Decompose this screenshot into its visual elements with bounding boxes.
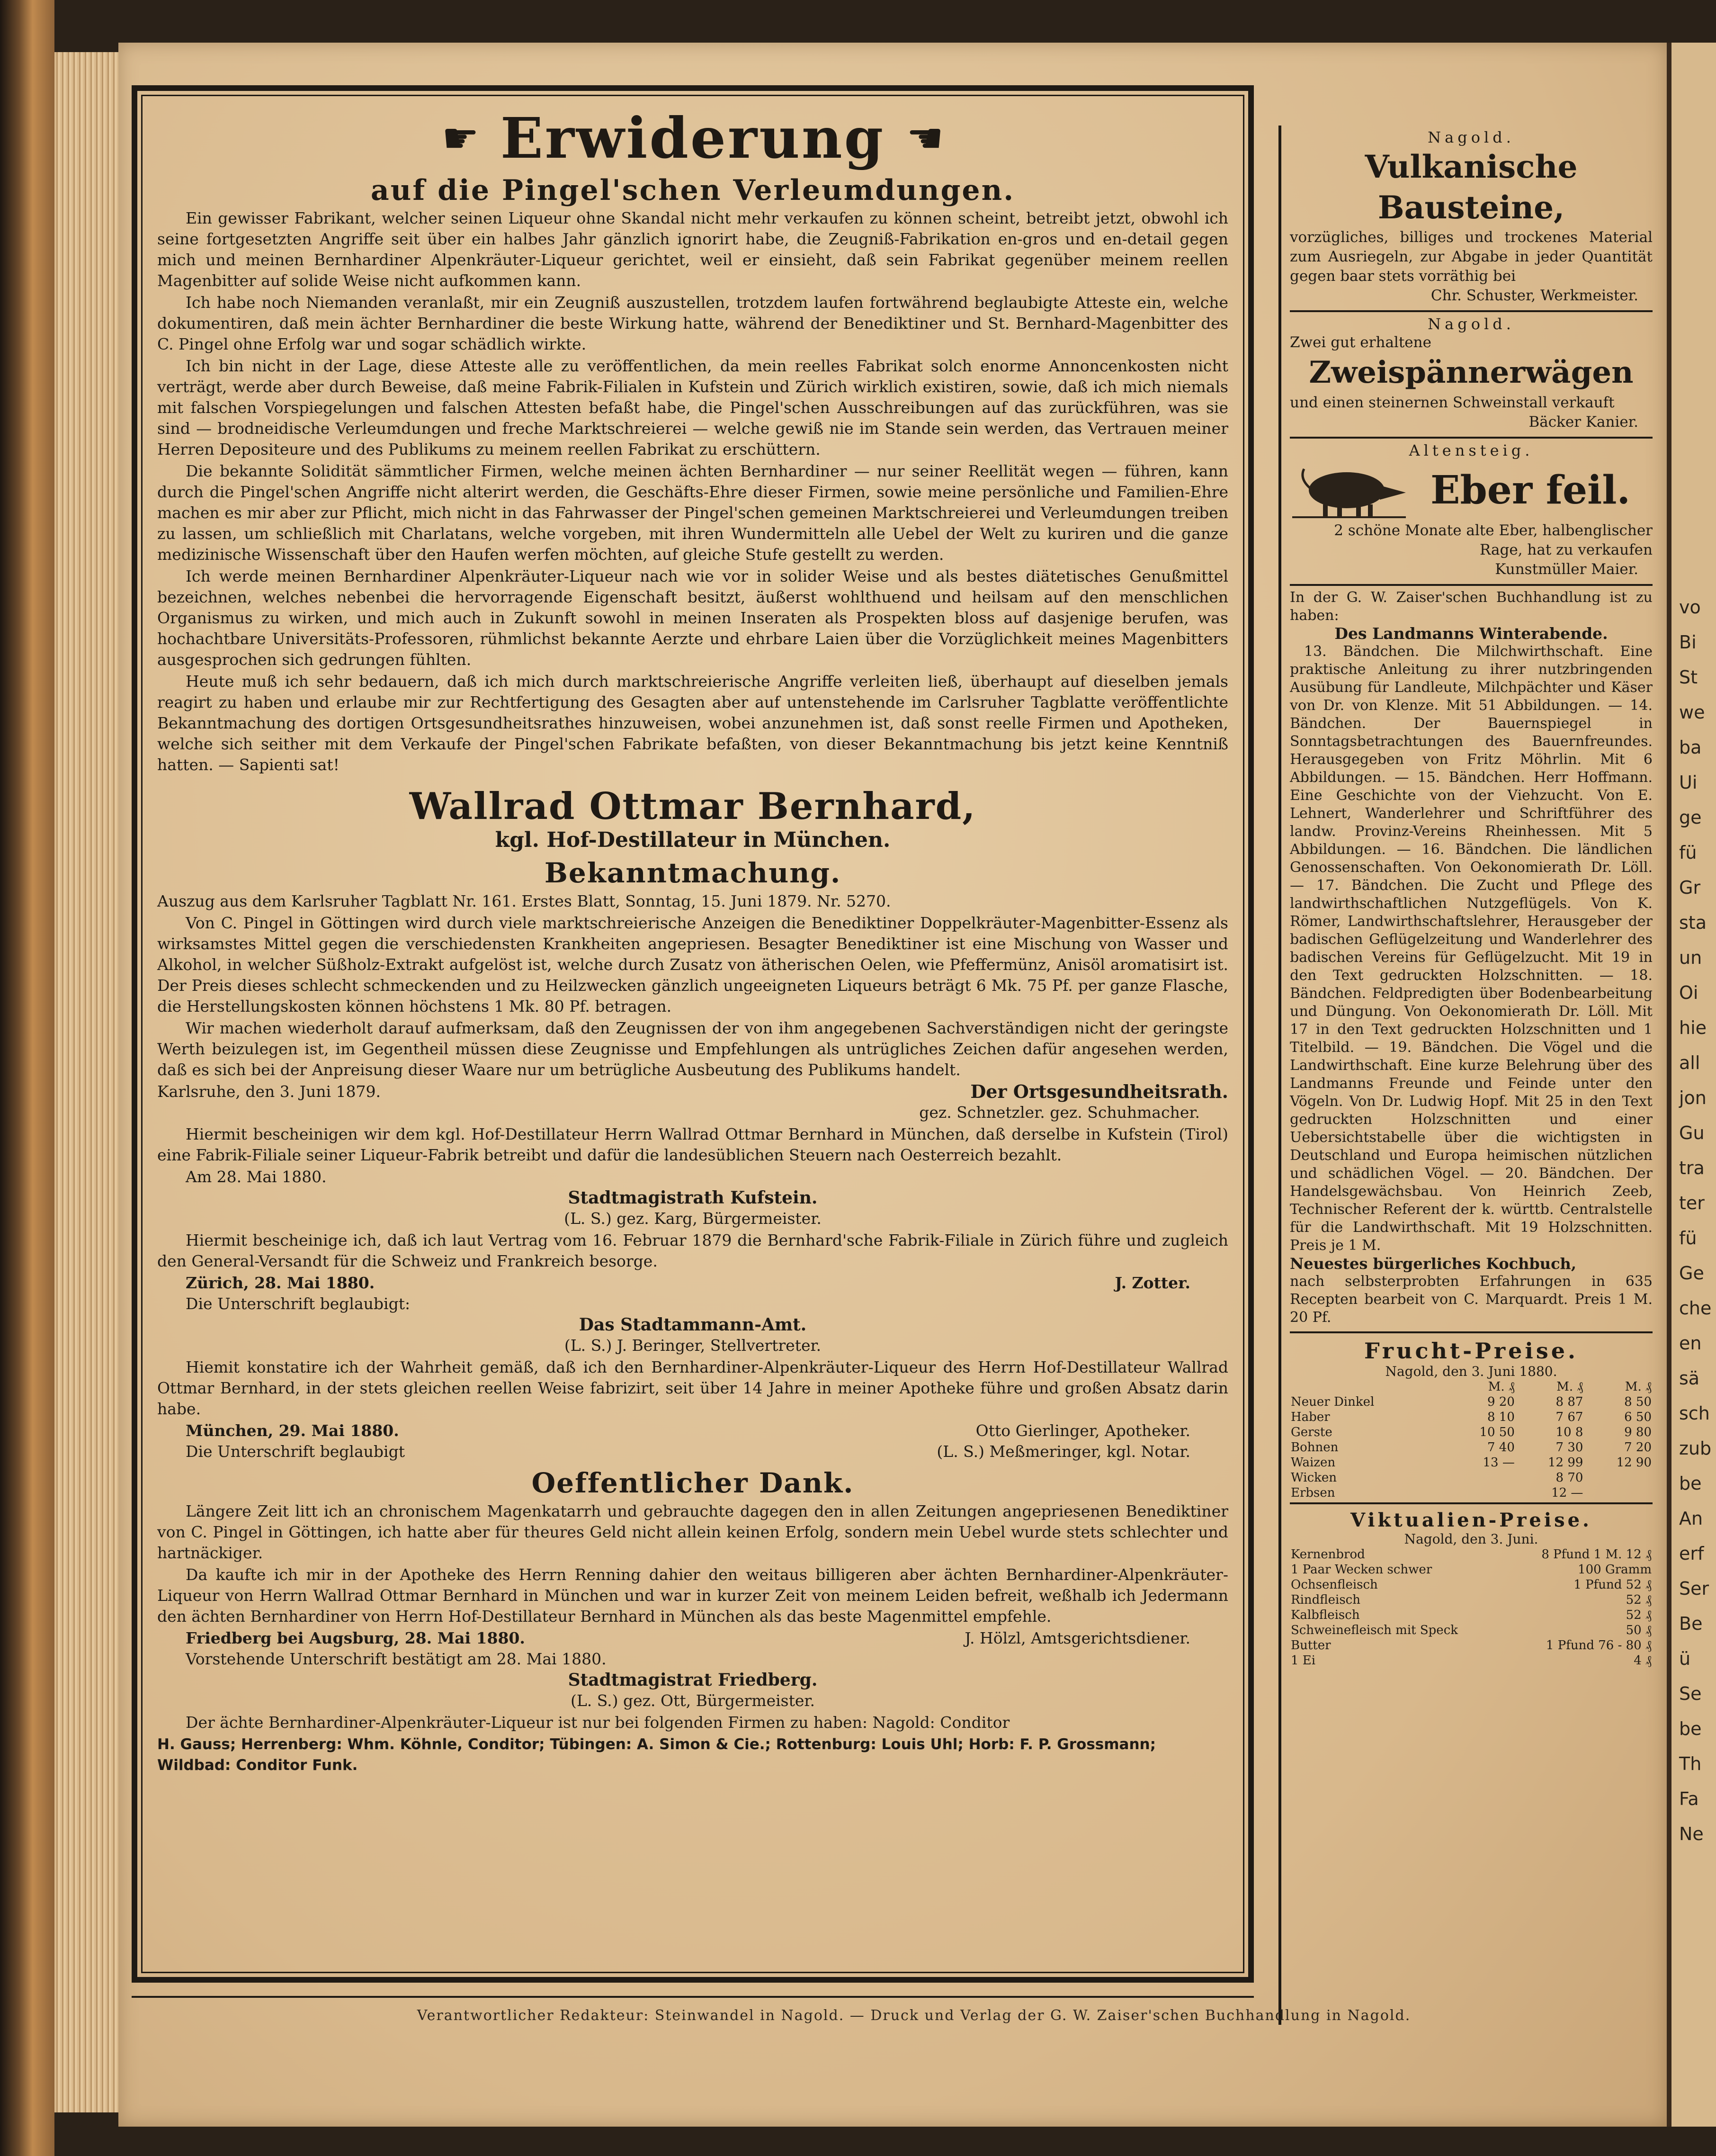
- next-page-fragment: hie: [1679, 1017, 1707, 1038]
- ad-signature: Kunstmüller Maier.: [1495, 561, 1638, 578]
- next-page-fragment: ü: [1679, 1648, 1691, 1669]
- friedberg-date: Friedberg bei Augsburg, 28. Mai 1880.: [186, 1629, 525, 1647]
- next-page-fragment: Fa: [1679, 1788, 1699, 1809]
- karlsruhe-row: [157, 1081, 1228, 1102]
- table-row: [1290, 1455, 1653, 1470]
- bekanntmachung-paragraph: Wir machen wiederholt darauf aufmerksam, daß den Zeugnissen der von ihm angegebenen Sachverständigen nicht der geringste Werth beizulegen ist, im Gegentheil müssen diese Zeugnisse und Empfehlungen als untrügliches Zeichen dafür angesehen werden, daß es sich bei der Anpreisung dieser Waare nur um betrügliche Ausbeutung des Publikums handelt.: [157, 1019, 1228, 1079]
- table-row: [1290, 1425, 1653, 1440]
- table-cell: 9 80: [1624, 1425, 1652, 1439]
- paragraph: Ein gewisser Fabrikant, welcher seinen Liqueur ohne Skandal nicht mehr verkaufen zu können scheint, betreibt jetzt, obwohl ich seine fortgesetzten Angriffe seit über ein halbes Jahr gänzlich ignorirt habe, die Zeugniß-Fabrikation en-gros und en-detail gegen mich und meinen Bernhardiner Alpenkräuter-Liqueur gerichtet, weil er einsieht, daß sein Fabrikat gegenüber meinem reellen Magenbitter auf solide Weise nicht aufkommen kann.: [157, 209, 1228, 290]
- table-cell: 52 ₰: [1626, 1608, 1652, 1622]
- bekanntmachung-paragraph: Von C. Pingel in Göttingen wird durch viele marktschreierische Anzeigen die Benediktiner Doppelkräuter-Magenbitter-Essenz als wirksamstes Mittel gegen die verschiedensten Krankheiten angepriesen. Besagter Benediktiner ist eine Mischung von Wasser und Alkohol, in welcher Süßholz-Extrakt aufgelöst ist, welche durch Zusatz von ätherischen Oelen, wie Pfeffermünz, Anisöl aromatisirt ist. Der Preis dieses schlecht schmeckenden und zu Heilzwecken gänzlich ungeeigneten Liqueurs beträgt 6 Mk. 75 Pf. per ganze Flasche, die Herstellungskosten können höchstens 1 Mk. 80 Pf. betragen.: [157, 914, 1228, 1015]
- next-page-fragment: erf: [1679, 1543, 1704, 1564]
- muenchen-beglaubigt: Die Unterschrift beglaubigt: [186, 1442, 405, 1461]
- signature-name: Wallrad Ottmar Bernhard,: [409, 785, 976, 828]
- table-row: [1290, 1394, 1653, 1410]
- ortsrath-name: Der Ortsgesundheitsrath.: [970, 1081, 1228, 1102]
- ad-title: Zweispännerwägen: [1309, 355, 1634, 390]
- next-page-edge: [1667, 43, 1716, 2127]
- next-page-fragment: ba: [1679, 737, 1702, 758]
- friedberg-name: J. Hölzl, Amtsgerichtsdiener.: [965, 1629, 1190, 1647]
- next-page-fragment: Ser: [1679, 1578, 1709, 1599]
- page-subtitle: auf die Pingel'schen Verleumdungen.: [370, 174, 1015, 207]
- table-row: [1290, 1608, 1653, 1623]
- ad-text: vorzügliches, billiges und trockenes Material zum Ausriegeln, zur Abgabe in jeder Quantität gegen baar stets vorräthig bei: [1290, 229, 1653, 285]
- next-page-fragment: tra: [1679, 1158, 1705, 1178]
- table-row: [1290, 1410, 1653, 1425]
- ortsrath-signatures: gez. Schnetzler. gez. Schuhmacher.: [919, 1103, 1200, 1122]
- table-cell: 1 Paar Wecken schwer: [1291, 1563, 1432, 1577]
- next-page-fragment: fü: [1679, 842, 1697, 863]
- frucht-table: [1290, 1379, 1653, 1500]
- next-page-fragment: all: [1679, 1052, 1700, 1073]
- table-cell: M. ₰: [1556, 1380, 1583, 1394]
- pointing-hand-right-icon: ☛: [441, 114, 479, 162]
- bekanntmachung-title: Bekanntmachung.: [544, 857, 841, 889]
- next-page-fragment: Bi: [1679, 632, 1697, 653]
- ad-place: Nagold.: [1428, 315, 1515, 333]
- ad-intro: Zwei gut erhaltene: [1290, 334, 1431, 351]
- next-page-fragment: Gr: [1679, 877, 1701, 898]
- friedberg-beglaubigt: Vorstehende Unterschrift bestätigt am 28. Mai 1880.: [186, 1650, 607, 1668]
- next-page-fragment: ter: [1679, 1193, 1705, 1213]
- next-page-fragment: be: [1679, 1718, 1702, 1739]
- footer-imprint: Verantwortlicher Redakteur: Steinwandel in Nagold. — Druck und Verlag der G. W. Zaiser'schen Buchhandlung in Nagold.: [417, 2007, 1411, 2024]
- ad-zweispaenner: [1290, 312, 1653, 439]
- pointing-hand-left-icon: ☚: [906, 114, 944, 162]
- table-cell: Kernenbrod: [1291, 1547, 1365, 1562]
- paragraph: Ich bin nicht in der Lage, diese Atteste alle zu veröffentlichen, da mein reelles Fabrikat solch enorme Annoncenkosten nicht verträgt, werde aber durch Beweise, daß meine Fabrik-Filialen in Kufstein und Zürich wirklich existiren, sowie, daß ich mich niemals mit falschen Vorspiegelungen und falschen Attesten befaßt habe, die Pingel'schen Ausschreibungen auf das zurückführen, was sie sind — brodneidische Verleumdungen und freche Marktschreierei — welche gewiß nie im Stande sein werden, das Vertrauen meiner Herren Depositeure und des Publikums zu meinem reellen Fabrikat zu erschüttern.: [157, 357, 1228, 458]
- table-row: [1290, 1653, 1653, 1668]
- next-page-fragment: Be: [1679, 1613, 1703, 1634]
- dank-paragraph: Da kaufte ich mir in der Apotheke des Herrn Renning dahier den weitaus billigeren aber ächten Bernhardiner-Alpenkräuter-Liqueur von Herrn Wallrad Ottmar Bernhard in München und war in kurzer Zeit von meinem Leiden befreit, weßhalb ich Jedermann den ächten Bernhardiner von Herrn Hof-Destillateur Bernhard in München als das beste Magenmittel empfehle.: [157, 1565, 1228, 1626]
- bekanntmachung-source: Auszug aus dem Karlsruher Tagblatt Nr. 161. Erstes Blatt, Sonntag, 15. Juni 1879. Nr. 5270.: [157, 892, 891, 910]
- table-cell: 7 67: [1555, 1410, 1583, 1424]
- kufstein-magistrat: Stadtmagistrath Kufstein.: [568, 1188, 818, 1208]
- next-page-fragment: jon: [1679, 1087, 1707, 1108]
- table-cell: Haber: [1291, 1410, 1330, 1424]
- next-page-fragment: ge: [1679, 807, 1702, 828]
- frucht-prices: [1290, 1338, 1653, 1500]
- kufstein-date: Am 28. Mai 1880.: [186, 1168, 327, 1186]
- dank-paragraph: Längere Zeit litt ich an chronischem Magenkatarrh und gebrauchte dagegen den in allen Zeitungen angepriesenen Benediktiner von C. Pingel in Göttingen, ich hatte aber für theures Geld nicht allein keinen Erfolg, sondern mein Uebel wurde stets schlechter und hartnäckiger.: [157, 1502, 1228, 1562]
- ad-header: [157, 105, 1228, 171]
- table-cell: 4 ₰: [1634, 1653, 1652, 1668]
- zuerich-beglaubigt: Die Unterschrift beglaubigt:: [186, 1294, 411, 1313]
- table-row: [1290, 1623, 1653, 1638]
- viktualien-title: Viktualien-Preise.: [1350, 1509, 1592, 1531]
- erwiderung-advertisement: [132, 85, 1254, 1983]
- firms-intro: Der ächte Bernhardiner-Alpenkräuter-Liqueur ist nur bei folgenden Firmen zu haben: Nagold: Conditor: [186, 1713, 1010, 1732]
- ad-title: Vulkanische Bausteine,: [1365, 148, 1578, 226]
- table-header: [1290, 1379, 1653, 1394]
- next-page-fragment: we: [1679, 702, 1705, 723]
- table-row: [1290, 1440, 1653, 1455]
- table-cell: 8 87: [1555, 1395, 1583, 1409]
- right-column: [1278, 126, 1653, 2025]
- next-page-fragment: Ne: [1679, 1824, 1704, 1844]
- table-cell: Bohnen: [1291, 1440, 1339, 1455]
- ad-eber: [1290, 439, 1653, 586]
- viktualien-table: [1290, 1547, 1653, 1668]
- table-row: [1290, 1577, 1653, 1592]
- table-cell: 12 —: [1551, 1486, 1583, 1500]
- table-cell: [1584, 1470, 1653, 1485]
- karlsruhe-date: Karlsruhe, den 3. Juni 1879.: [157, 1082, 381, 1101]
- next-page-fragment: che: [1679, 1298, 1712, 1319]
- book-spine: [0, 0, 54, 2156]
- books-title-2: Neuestes bürgerliches Kochbuch,: [1290, 1255, 1576, 1273]
- table-cell: Kalbfleisch: [1291, 1608, 1360, 1622]
- next-page-fragment: sch: [1679, 1403, 1710, 1424]
- table-cell: 52 ₰: [1626, 1593, 1652, 1607]
- table-cell: 12 99: [1547, 1455, 1583, 1470]
- kufstein-signature: (L. S.) gez. Karg, Bürgermeister.: [564, 1209, 822, 1228]
- next-page-fragment: sä: [1679, 1368, 1700, 1389]
- friedberg-magistrat: Stadtmagistrat Friedberg.: [568, 1670, 818, 1690]
- table-cell: M. ₰: [1625, 1380, 1652, 1394]
- next-page-fragment: Oi: [1679, 982, 1698, 1003]
- next-page-fragment: be: [1679, 1473, 1702, 1494]
- muenchen-row: [157, 1420, 1228, 1441]
- muenchen-row-2: [157, 1441, 1228, 1462]
- ad-signature: Chr. Schuster, Werkmeister.: [1430, 287, 1638, 304]
- table-cell: Gerste: [1291, 1425, 1332, 1439]
- table-row: [1290, 1485, 1653, 1500]
- kufstein-certificate: Hiermit bescheinigen wir dem kgl. Hof-Destillateur Herrn Wallrad Ottmar Bernhard in München, daß derselbe in Kufstein (Tirol) eine Fabrik-Filiale seiner Liqueur-Fabrik betreibt und dafür die landesüblichen Steuern nach Oesterreich bezahlt.: [157, 1125, 1228, 1164]
- table-cell: Neuer Dinkel: [1291, 1395, 1375, 1409]
- table-cell: 7 30: [1555, 1440, 1583, 1455]
- ad-title: Eber feil.: [1430, 467, 1631, 513]
- next-page-fragment: un: [1679, 947, 1702, 968]
- table-cell: [1447, 1485, 1516, 1500]
- zuerich-date: Zürich, 28. Mai 1880.: [186, 1274, 375, 1292]
- table-cell: Ochsenfleisch: [1291, 1578, 1378, 1592]
- ad-text: 2 schöne Monate alte Eber, halbenglischer Rage, hat zu verkaufen: [1334, 522, 1653, 558]
- table-cell: Wicken: [1291, 1471, 1337, 1485]
- muenchen-name: Otto Gierlinger, Apotheker.: [975, 1421, 1190, 1440]
- zuerich-row: [157, 1273, 1228, 1294]
- muenchen-date: München, 29. Mai 1880.: [186, 1421, 399, 1440]
- table-row: [1290, 1562, 1653, 1577]
- ad-place: Altensteig.: [1409, 441, 1534, 459]
- table-cell: 1 Ei: [1291, 1653, 1316, 1668]
- paragraph: Ich werde meinen Bernhardiner Alpenkräuter-Liqueur nach wie vor in solider Weise und als bestes diätetisches Genußmittel bezeichnen, welches nebenbei die hervorragende Eigenschaft besitzt, äußerst wohlthuend und heilsam auf den menschlichen Organismus zu wirken, und mich auch in Zukunft sowohl in meinen Inseraten als Prospekten bloss auf dasjenige berufen, was hochachtbare Universitäts-Professoren, rühmlichst bekannte Aerzte und ehrbare Laien über die Vorzüglichkeit meines Magenbitters ausgesprochen sich gedrungen fühlten.: [157, 567, 1228, 669]
- table-cell: 7 40: [1487, 1440, 1515, 1455]
- table-cell: 13 —: [1483, 1455, 1515, 1470]
- books-intro: In der G. W. Zaiser'schen Buchhandlung ist zu haben:: [1290, 589, 1653, 624]
- table-cell: [1447, 1470, 1516, 1485]
- table-row: [1290, 1547, 1653, 1562]
- zuerich-certificate: Hiermit bescheinige ich, daß ich laut Vertrag vom 16. Februar 1879 die Bernhard'sche Fabrik-Filiale in Zürich führe und zugleich den General-Versandt für die Schweiz und Frankreich besorge.: [157, 1231, 1228, 1270]
- dank-title: Oeffentlicher Dank.: [531, 1467, 854, 1499]
- next-page-fragment: en: [1679, 1333, 1702, 1354]
- friedberg-row: [157, 1628, 1228, 1649]
- next-page-fragment: Th: [1679, 1753, 1702, 1774]
- paragraph: Die bekannte Solidität sämmtlicher Firmen, welche meinen ächten Bernhardiner — nur seiner Reellität wegen — führen, kann durch die Pingel'schen Angriffe nicht alterirt werden, die Geschäfts-Ehre dieser Firmen, sowie meine persönliche und Familien-Ehre machen es mir aber zur Pflicht, mich nicht in das Fahrwasser der Pingel'schen gemeinen Marktschreierei und Verleumdungen treiben zu lassen, um schließlich mit Charlatans, welche vorgeben, mit ihren Wundermitteln alle Uebel der Welt zu kuriren und die ganze medizinische Wissenschaft über den Haufen werfen möchten, auf gleiche Stufe gestellt zu werden.: [157, 462, 1228, 564]
- table-cell: 8 10: [1487, 1410, 1515, 1424]
- next-page-fragment: Gu: [1679, 1123, 1705, 1143]
- table-cell: [1584, 1485, 1653, 1500]
- next-page-fragment: zub: [1679, 1438, 1712, 1459]
- signature-title: kgl. Hof-Destillateur in München.: [495, 828, 891, 852]
- zuerich-name: J. Zotter.: [1115, 1274, 1190, 1292]
- table-cell: 8 70: [1555, 1471, 1583, 1485]
- firms-list: H. Gauss; Herrenberg: Whm. Köhnle, Conditor; Tübingen: A. Simon & Cie.; Rottenburg: Louis Uhl; Horb: F. P. Grossmann; Wildbad: Conditor Funk.: [157, 1736, 1156, 1774]
- table-cell: 6 50: [1624, 1410, 1652, 1424]
- page-title: Erwiderung: [500, 105, 885, 171]
- next-page-fragment: An: [1679, 1508, 1703, 1529]
- table-cell: 12 90: [1616, 1455, 1652, 1470]
- next-page-fragment: Ui: [1679, 772, 1698, 793]
- frucht-title: Frucht-Preise.: [1364, 1338, 1579, 1364]
- table-cell: 9 20: [1487, 1395, 1515, 1409]
- table-cell: 10 8: [1555, 1425, 1583, 1439]
- ad-signature: Bäcker Kanier.: [1528, 413, 1638, 431]
- next-page-fragment: Ge: [1679, 1263, 1704, 1284]
- boar-row: [1290, 459, 1653, 521]
- boar-icon: [1290, 459, 1408, 521]
- paragraph: Heute muß ich sehr bedauern, daß ich mich durch marktschreierische Angriffe verleiten ließ, überhaupt auf dieselben jemals reagirt zu haben und erlaube mir zur Rechtfertigung des Gesagten aber auf untenstehende im Carlsruher Tagblatte veröffentlichte Bekanntmachung des dortigen Ortsgesundheitsrathes hinzuweisen, wobei anzunehmen ist, daß sonst reelle Firmen und Apotheken, welche sich seither mit dem Verkaufe der Pingel'schen Fabrikate befaßten, von dieser Bekanntmachung bis jetzt keine Kenntniß hatten. — Sapienti sat!: [157, 672, 1228, 774]
- table-cell: 50 ₰: [1626, 1623, 1652, 1637]
- viktualien-subtitle: Nagold, den 3. Juni.: [1404, 1531, 1538, 1547]
- table-cell: 1 Pfund 52 ₰: [1573, 1578, 1652, 1592]
- table-row: [1290, 1592, 1653, 1608]
- table-cell: 1 Pfund 76 - 80 ₰: [1546, 1638, 1652, 1653]
- table-cell: 8 50: [1624, 1395, 1652, 1409]
- footer-rule: [132, 1996, 1254, 1998]
- next-page-fragment: St: [1679, 667, 1698, 688]
- ad-bausteine: [1290, 126, 1653, 312]
- table-cell: Waizen: [1291, 1455, 1336, 1470]
- viktualien-prices: [1290, 1502, 1653, 1668]
- books-title: Des Landmanns Winterabende.: [1334, 624, 1608, 643]
- books-text-2: nach selbsterprobten Erfahrungen in 635 Recepten bearbeit von C. Marquardt. Preis 1 M. 20 Pf.: [1290, 1273, 1653, 1326]
- frucht-subtitle: Nagold, den 3. Juni 1880.: [1385, 1364, 1557, 1379]
- next-page-fragment: vo: [1679, 597, 1701, 618]
- table-cell: 8 Pfund 1 M. 12 ₰: [1541, 1547, 1652, 1562]
- ad-text: und einen steinernen Schweinstall verkauft: [1290, 394, 1615, 411]
- paragraph: Ich habe noch Niemanden veranlaßt, mir ein Zeugniß auszustellen, trotzdem laufen fortwährend beglaubigte Atteste ein, welche dokumentiren, daß mein ächter Bernhardiner die beste Wirkung hatte, während der Benediktiner und St. Bernhard-Magenbitter des C. Pingel ohne Erfolg war und sogar schädlich wirkte.: [157, 293, 1228, 353]
- table-cell: M. ₰: [1488, 1380, 1515, 1394]
- table-cell: Butter: [1291, 1638, 1331, 1653]
- table-cell: Rindfleisch: [1291, 1593, 1360, 1607]
- muenchen-certificate: Hiemit konstatire ich der Wahrheit gemäß, daß ich den Bernhardiner-Alpenkräuter-Liqueur des Herrn Hof-Destillateur Wallrad Ottmar Bernhard, in der stets gleichen reellen Weise fabrizirt, seit über 14 Jahre in meiner Apotheke führe und großen Absatz darin habe.: [157, 1358, 1228, 1418]
- ad-place: Nagold.: [1428, 128, 1515, 146]
- next-page-fragment: sta: [1679, 912, 1707, 933]
- muenchen-signature: (L. S.) Meßmeringer, kgl. Notar.: [937, 1442, 1190, 1461]
- table-cell: 7 20: [1624, 1440, 1652, 1455]
- next-page-fragment: fü: [1679, 1228, 1697, 1249]
- table-row: [1290, 1470, 1653, 1485]
- table-cell: 100 Gramm: [1578, 1563, 1652, 1577]
- zuerich-amt: Das Stadtammann-Amt.: [579, 1315, 807, 1335]
- table-cell: 10 50: [1479, 1425, 1515, 1439]
- books-text: 13. Bändchen. Die Milchwirthschaft. Eine praktische Anleitung zu ihrer nutzbringenden Ausübung für Landleute, Milchpächter und Käser von Dr. von Klenze. Mit 51 Abbildungen. — 14. Bändchen. Der Bauernspiegel in Sonntagsbetrachtungen des Bauernfreundes. Herausgegeben von Fritz Möhrlin. Mit 6 Abbildungen. — 15. Bändchen. Herr Hoffmann. Eine Geschichte von der Viehzucht. Von E. Lehnert, Wanderlehrer und Schriftführer des landw. Provinz-Vereins Rheinhessen. Mit 5 Abbildungen. — 16. Bändchen. Die ländlichen Genossenschaften. Von Oekonomierath Dr. Löll. — 17. Bändchen. Die Zucht und Pflege des landwirthschaftlichen Nutzgeflügels. Von K. Römer, Landwirthschaftslehrer, Herausgeber der badischen Geflügelzeitung und Wanderlehrer des badischen Vereins für Geflügelzucht. Mit 19 in den Text gedruckten Holzschnitten. — 18. Bändchen. Feldpredigten über Bodenbearbeitung und Düngung. Von Oekonomierath Dr. Löll. Mit 17 in den Text gedruckten Holzschnitten und 1 Titelbild. — 19. Bändchen. Die Vögel und die Landwirthschaft. Eine kurze Belehrung über des Landmanns Freunde und Feinde unter den Vögeln. Von Dr. Ludwig Hopf. Mit 25 in den Text gedruckten Holzschnitten und einer Uebersichtstabelle über die wichtigsten in Deutschland und Europa heimischen nützlichen und schädlichen Vögel. — 20. Bändchen. Der Handelsgewächsbau. Von Heinrich Zeeb, Technischer Referent der k. württb. Centralstelle für die Landwirthschaft. Mit 19 Holzschnitten. Preis je 1 M.: [1290, 643, 1653, 1254]
- zuerich-signature: (L. S.) J. Beringer, Stellvertreter.: [564, 1336, 822, 1355]
- table-cell: Schweinefleisch mit Speck: [1291, 1623, 1458, 1637]
- ad-books: [1290, 586, 1653, 1333]
- table-cell: [1290, 1379, 1447, 1394]
- friedberg-signature: (L. S.) gez. Ott, Bürgermeister.: [570, 1691, 815, 1710]
- table-row: [1290, 1638, 1653, 1653]
- next-page-fragment: Se: [1679, 1683, 1702, 1704]
- table-cell: Erbsen: [1291, 1486, 1335, 1500]
